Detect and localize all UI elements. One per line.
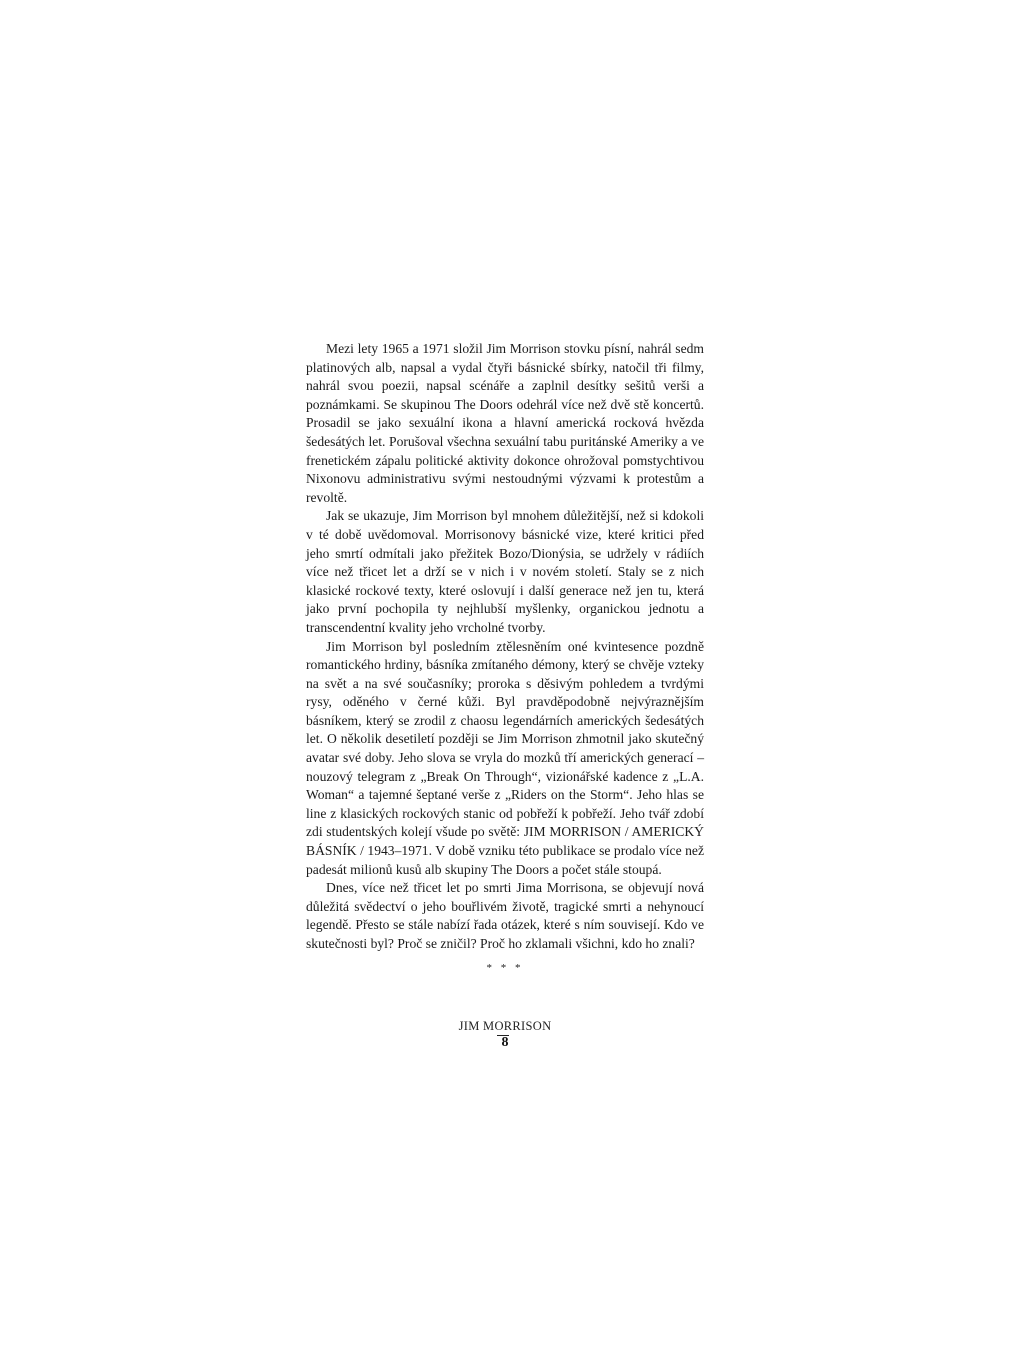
paragraph-1: Mezi lety 1965 a 1971 složil Jim Morrison stovku písní, nahrál sedm platinových alb, napsal a vydal čtyři básnické sbírky, natočil tři filmy, nahrál svou poezii, napsal scénáře a zaplnil desítky sešitů verši a poznámkami. Se skupinou The Doors odehrál více než dvě stě koncertů. Prosadil se jako sexuální ikona a hlavní americká rocková hvězda šedesátých let. Porušoval všechna sexuální tabu puritánské Ameriky a ve frenetickém zápalu politické aktivity dokonce ohrožoval pomstychtivou Nixonovu administrativu svými nestoudnými výzvami k protestům a revoltě. — [306, 341, 704, 505]
body-text — [306, 340, 704, 954]
running-footer-title: JIM MORRISON — [458, 1019, 552, 1033]
section-separator: * * * — [486, 962, 524, 974]
paragraph-4: Dnes, více než třicet let po smrti Jima Morrisona, se objevují nová důležitá svědectví o jeho bouřlivém životě, tragické smrti a nehynoucí legendě. Přesto se stále nabízí řada otázek, které s ním souvisejí. Kdo ve skutečnosti byl? Proč se zničil? Proč ho zklamali všichni, kdo ho znali? — [306, 880, 704, 951]
paragraph-2: Jak se ukazuje, Jim Morrison byl mnohem důležitější, než si kdokoli v té době uvědomoval. Morrisonovy básnické vize, které kritici před jeho smrtí odmítali jako přežitek Bozo/Dionýsia, se udržely v rádiích více než třicet let a drží se v nich i v novém století. Staly se z nich klasické rockové texty, které oslovují i další generace než jen tu, která jako první pochopila ty nejhlubší myšlenky, organickou jednotu a transcendentní kvality jeho vrcholné tvorby. — [306, 508, 704, 635]
page-number: 8 — [501, 1035, 509, 1050]
paragraph-3: Jim Morrison byl posledním ztělesněním oné kvintesence pozdně romantického hrdiny, básníka zmítaného démony, který se chvěje vzteky na svět a na své současníky; proroka s děsivým pohledem a tvrdými rysy, oděného v černé kůži. Byl pravděpodobně nejvýraznějším básníkem, který se zrodil z chaosu legendárních amerických šedesátých let. O několik desetiletí později se Jim Morrison zhmotnil jako skutečný avatar své doby. Jeho slova se vryla do mozků tří amerických generací – nouzový telegram z „Break On Through“, vizionářské kadence z „L.A. Woman“ a tajemné šeptané verše z „Riders on the Storm“. Jeho hlas se line z klasických rockových stanic od pobřeží k pobřeží. Jeho tvář zdobí zdi studentských kolejí všude po světě: JIM MORRISON / AMERICKÝ BÁSNÍK / 1943–1971. V době vzniku této publikace se prodalo více než padesát milionů kusů alb skupiny The Doors a počet stále stoupá. — [306, 638, 704, 877]
